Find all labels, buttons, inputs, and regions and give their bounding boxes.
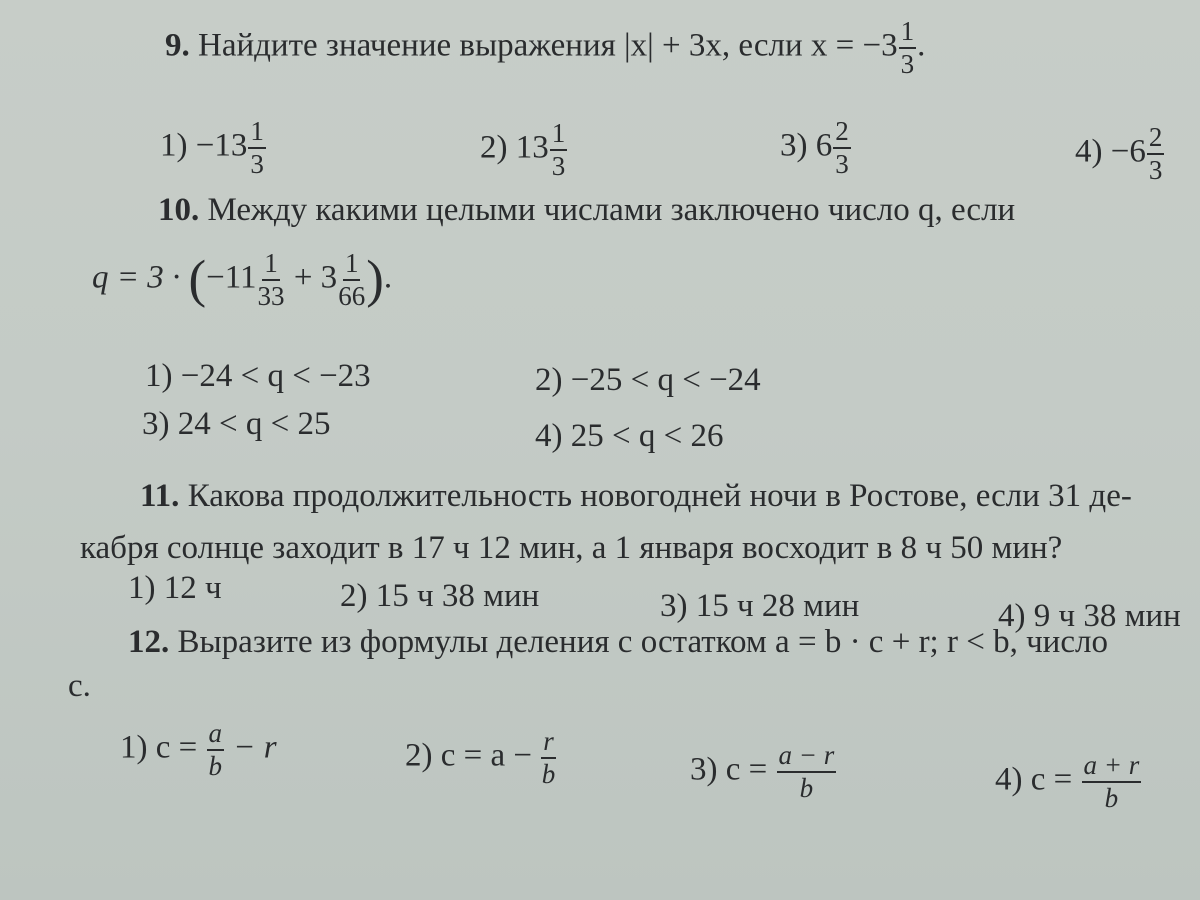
problem-number: 12. [128, 624, 170, 660]
problem-text: Какова продолжительность новогодней ночи в Ростове, если 31 де- [187, 478, 1132, 514]
answer-option: 4) c = $\frac{a + r}{b}$ [995, 750, 1140, 814]
problem-number: 9. [165, 27, 190, 64]
answer-option: 1) c = $\frac{a}{b}$ − r [120, 718, 277, 782]
answer-option: 4) −6 $\frac{2}{3}$ [1075, 122, 1163, 186]
answer-option: 3) 15 ч 28 мин [660, 588, 860, 624]
answer-option: 3) c = $\frac{a - r}{b}$ [690, 740, 835, 804]
answer-option: 2) −25 < q < −24 [535, 362, 761, 398]
answer-option: 3) 24 < q < 25 [142, 406, 331, 442]
problem-10-formula: q = 3 · (−11 $\frac{1}{33}$ + 3 $\frac{1}{66}$ ). [92, 248, 393, 312]
problem-11-text-line2: кабря солнце заходит в 17 ч 12 мин, а 1 января восходит в 8 ч 50 мин? [80, 530, 1063, 566]
answer-option: 4) 25 < q < 26 [535, 418, 724, 454]
problem-11-statement [140, 478, 1132, 515]
problem-12-text-line2: c. [68, 668, 91, 704]
answer-option: 2) 13 $\frac{1}{3}$ [480, 118, 566, 182]
problem-12-statement [128, 624, 1108, 661]
problem-text: Между какими целыми числами заключено число q, если [207, 192, 1016, 228]
fraction: $\frac{1}{3}$ [900, 16, 915, 80]
answer-option: 2) c = a − $\frac{r}{b}$ [405, 726, 556, 790]
answer-option: 1) 12 ч [128, 570, 222, 606]
answer-option: 4) 9 ч 38 мин [998, 598, 1181, 634]
answer-option: 2) 15 ч 38 мин [340, 578, 540, 614]
answer-option: 3) 6 $\frac{2}{3}$ [780, 116, 849, 180]
problem-text: Выразите из формулы деления с остатком a = b · c + r; r < b, число [177, 624, 1108, 660]
problem-10-statement [158, 192, 1015, 229]
problem-text: Найдите значение выражения |x| + 3x, если x = −3 [198, 27, 898, 64]
problem-number: 11. [140, 478, 180, 514]
problem-number: 10. [158, 192, 200, 228]
answer-option: 1) −13 $\frac{1}{3}$ [160, 116, 264, 180]
problem-9-statement: 9. Найдите значение выражения |x| + 3x, если x = −3 $\frac{1}{3}$ . [165, 16, 926, 80]
answer-option: 1) −24 < q < −23 [145, 358, 371, 394]
